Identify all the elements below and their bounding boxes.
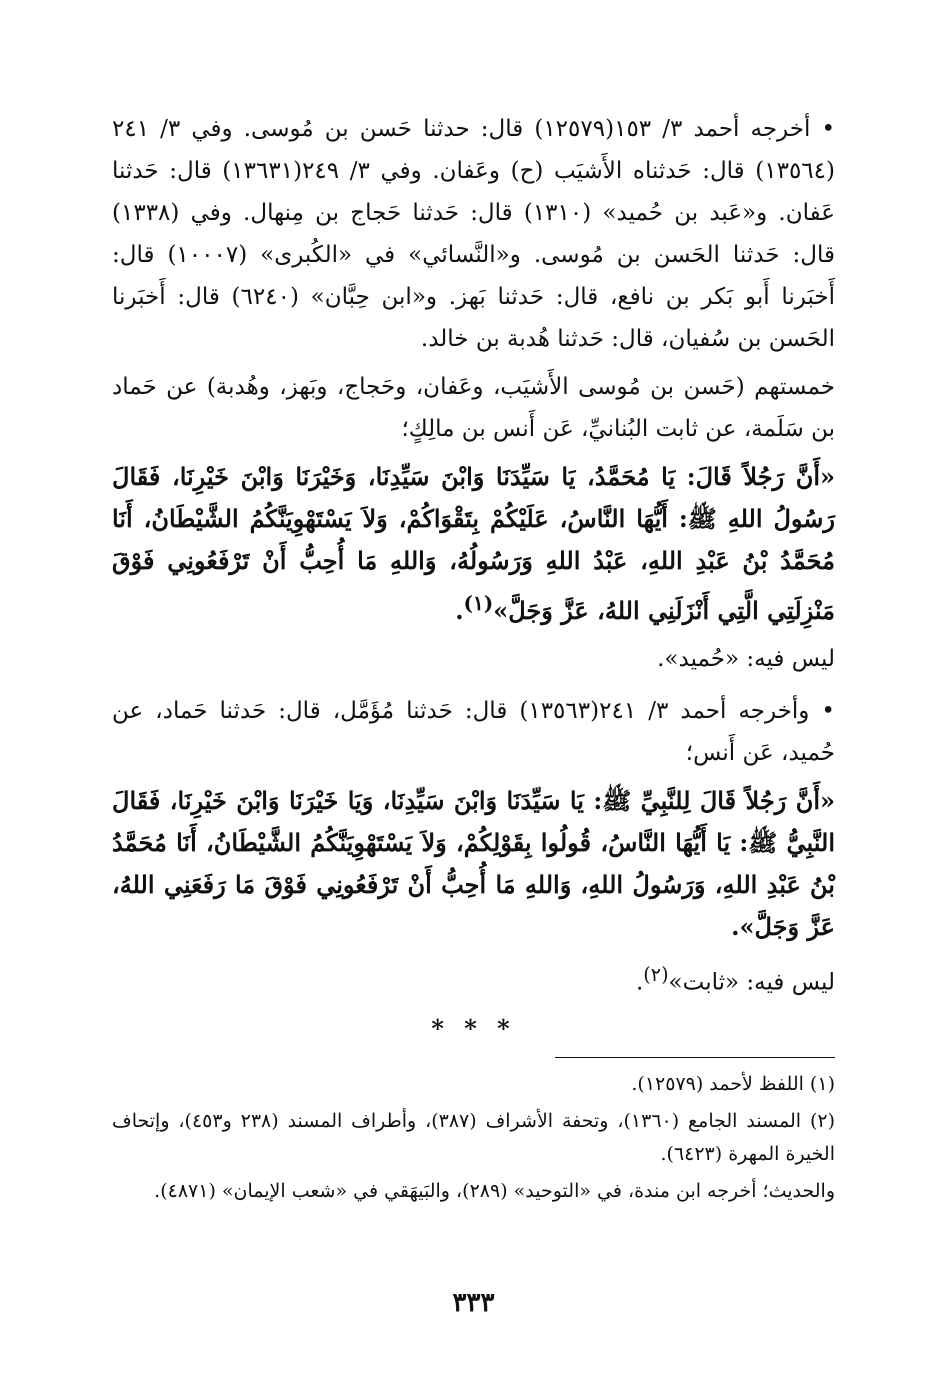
footnote-1: (١) اللفظ لأحمد (١٢٥٧٩). [631,1072,835,1095]
hadith-text-1: «أَنَّ رَجُلاً قَالَ: يَا مُحَمَّدُ، يَا سَيِّدَنَا وَابْنَ سَيِّدِنَا، وَخَيْرَنَا وَابْنَ خَيْرِنَا، فَقَالَ رَسُولُ اللهِ ﷺ: أَيُّهَا النَّاسُ، عَلَيْكُمْ بِتَقْوَاكُمْ، وَلاَ يَسْتَهْوِيَنَّكُمُ الشَّيْطَانُ، أَنَا مُحَمَّدُ بْنُ عَبْدِ اللهِ، عَبْدُ اللهِ وَرَسُولُهُ، وَاللهِ مَا أُحِبُّ أَنْ تَرْفَعُونِي فَوْقَ مَنْزِلَتِي الَّتِي أَنْزَلَنِي اللهُ، عَزَّ وَجَلَّ»$^{(١)}$. [112,462,835,625]
footnote-2: (٢) المسند الجامع (١٣٦٠)، وتحفة الأشراف (٣٨٧)، وأطراف المسند (٢٣٨ و٤٥٣)، وإتحاف الخيرة المهرة (٦٤٢٣). [112,1109,836,1165]
isnad-paragraph: خمستهم (حَسن بن مُوسى الأَشيَب، وعَفان، وحَجاج، وبَهز، وهُدبة) عن حَماد بن سَلَمة، عن ثابت البُنانيِّ، عَن أَنس بن مالِكٍ؛ [112,374,835,442]
footnote-3: والحديث؛ أخرجه ابن مندة، في «التوحيد» (٢٨٩)، والبَيهَقي في «شعب الإيمان» (٤٨٧١). [154,1179,835,1202]
hadith-text-1-body: «أَنَّ رَجُلاً قَالَ: يَا مُحَمَّدُ، يَا سَيِّدَنَا وَابْنَ سَيِّدِنَا، وَخَيْرَنَا وَابْنَ خَيْرِنَا، فَقَالَ رَسُولُ اللهِ ﷺ: أَيُّهَا النَّاسُ، عَلَيْكُمْ بِتَقْوَاكُمْ، وَلاَ يَسْتَهْوِيَنَّكُمُ الشَّيْطَانُ، أَنَا مُحَمَّدُ بْنُ عَبْدِ اللهِ، عَبْدُ اللهِ وَرَسُولُهُ، وَاللهِ مَا أُحِبُّ أَنْ تَرْفَعُونِي فَوْقَ مَنْزِلَتِي الَّتِي أَنْزَلَنِي اللهُ، عَزَّ وَجَلَّ» [112,462,835,625]
footnote-ref-1: (١) [463,591,494,615]
note-2-end: . [635,969,644,996]
footnote-ref-2: (٢) [643,963,669,986]
note-2-text: ليس فيه: «ثابت» [668,969,835,996]
takhrij-paragraph-2: • وأخرجه أحمد ٣/ ٢٤١(١٣٥٦٣) قال: حَدثنا مُؤَمَّل، قال: حَدثنا حَماد، عن حُميد، عَن أَنس؛ [112,698,836,766]
note-not-included-2 [112,954,835,1004]
takhrij-paragraph-1: • أخرجه أحمد ٣/ ١٥٣(١٢٥٧٩) قال: حدثنا حَسن بن مُوسى. وفي ٣/ ٢٤١ (١٣٥٦٤) قال: حَدثناه الأَشيَب (ح) وعَفان. وفي ٣/ ٢٤٩(١٣٦٣١) قال: حَدثنا عَفان. و«عَبد بن حُميد» (١٣١٠) قال: حَدثنا حَجاج بن مِنهال. وفي (١٣٣٨) قال: حَدثنا الحَسن بن مُوسى. و«النَّسائي» في «الكُبرى» (١٠٠٠٧) قال: أَخبَرنا أَبو بَكر بن نافع، قال: حَدثنا بَهز. و«ابن حِبَّان» (٦٢٤٠) قال: أَخبَرنا الحَسن بن سُفيان، قال: حَدثنا هُدبة بن خالد. [112,116,836,352]
footnote-divider [555,1057,835,1058]
hadith-text-2: «أَنَّ رَجُلاً قَالَ لِلنَّبِيِّ ﷺ: يَا سَيِّدَنَا وَابْنَ سَيِّدِنَا، وَيَا خَيْرَنَا وَابْنَ خَيْرِنَا، فَقَالَ النَّبِيُّ ﷺ: يَا أَيُّهَا النَّاسُ، قُولُوا بِقَوْلِكُمْ، وَلاَ يَسْتَهْوِيَنَّكُمُ الشَّيْطَانُ، أَنَا مُحَمَّدُ بْنُ عَبْدِ اللهِ، وَرَسُولُ اللهِ، وَاللهِ مَا أُحِبُّ أَنْ تَرْفَعُونِي فَوْقَ مَا رَفَعَنِي اللهُ، عَزَّ وَجَلَّ». [112,786,835,941]
section-separator: * * * [431,1013,516,1043]
page-number: ٣٣٣ [452,1288,495,1318]
note-not-included-1: ليس فيه: «حُميد». [657,646,835,672]
